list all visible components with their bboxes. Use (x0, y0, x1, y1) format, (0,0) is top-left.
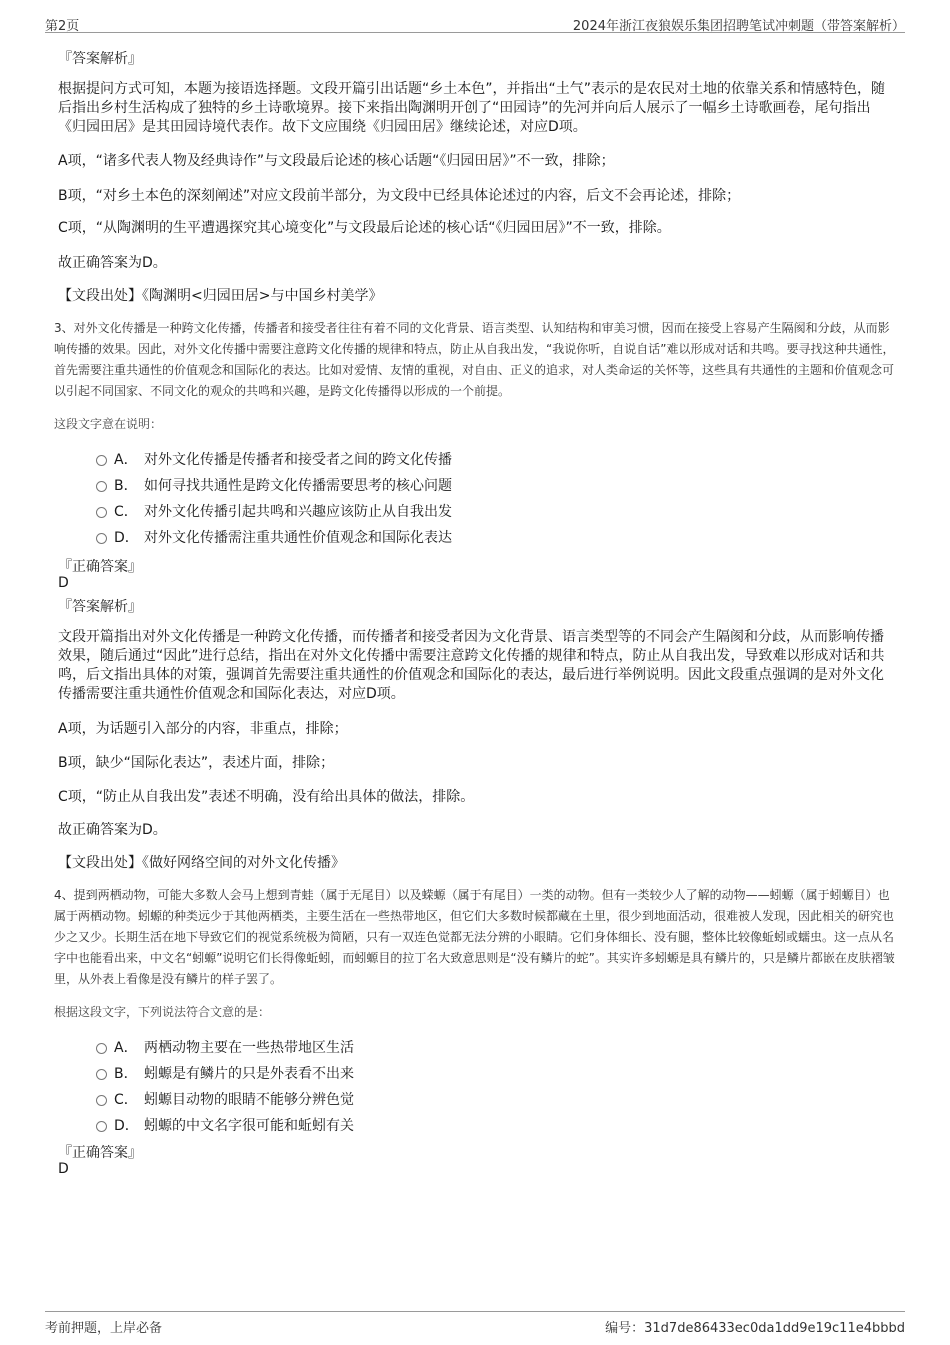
q2-source: 【文段出处】《陶渊明<归园田居>与中国乡村美学》 (58, 288, 383, 304)
option-text: 两栖动物主要在一些热带地区生活 (144, 1040, 354, 1056)
option-letter: C． (114, 1092, 138, 1108)
radio-icon[interactable] (96, 533, 107, 544)
page-header (45, 12, 905, 33)
option-letter: D． (114, 530, 139, 546)
option-text: 对外文化传播引起共鸣和兴趣应该防止从自我出发 (144, 504, 452, 520)
option-text: 蚓螈的中文名字很可能和蚯蚓有关 (144, 1118, 354, 1134)
q2-analysis-label: 『答案解析』 (58, 51, 142, 67)
option-letter: A． (114, 1040, 138, 1056)
q3-prompt: 这段文字意在说明： (54, 417, 163, 431)
option-letter: D． (114, 1118, 139, 1134)
footer-slogan: 考前押题，上岸必备 (45, 1321, 163, 1336)
q3-analysis-text: 文段开篇指出对外文化传播是一种跨文化传播，而传播者和接受者因为文化背景、语言类型等的不同会产生隔阂和分歧，从而影响传播效果，随后通过“因此”进行总结，指出在对外文化传播中需要注意跨文化传播的规律和特点，防止从自我出发，导致难以形成对话和共鸣，后文指出具体的对策，强调首先需要注重共通性的价值观念和国际化的表达，最后进行举例说明。因此文段重点强调的是对外文化传播需要注重共通性价值观念和国际化表达，对应D项。 (58, 629, 885, 702)
q3-source: 【文段出处】《做好网络空间的对外文化传播》 (58, 855, 345, 871)
q3-question-text: 3、对外文化传播是一种跨文化传播，传播者和接受者往往有着不同的文化背景、语言类型、认知结构和审美习惯，因而在接受上容易产生隔阂和分歧，从而影响传播的效果。因此，对外文化传播中需要注意跨文化传播的规律和特点，防止从自我出发，“我说你听，自说自话”难以形成对话和共鸣。要寻找这种共通性，首先需要注重共通性的价值观念和国际化的表达。比如对爱情、友情的重视，对自由、正义的追求，对人类命运的关怀等，这些具有共通性的主题和价值观念可以引起不同国家、不同文化的观众的共鸣和兴趣，是跨文化传播得以形成的一个前提。 (54, 321, 895, 398)
page-footer (45, 1311, 905, 1336)
radio-icon[interactable] (96, 1095, 107, 1106)
q2-item-c: C项，“从陶渊明的生平遭遇探究其心境变化”与文段最后论述的核心话“《归园田居》”不一致，排除。 (58, 220, 671, 236)
q3-analysis-label: 『答案解析』 (58, 599, 142, 615)
q2-item-a: A项，“诸多代表人物及经典诗作”与文段最后论述的核心话题“《归园田居》”不一致，排除； (58, 153, 615, 169)
page-number: 第2页 (45, 19, 80, 34)
radio-icon[interactable] (96, 1121, 107, 1132)
q3-answer-label: 『正确答案』 (58, 559, 142, 575)
q3-item-c: C项，“防止从自我出发”表述不明确，没有给出具体的做法，排除。 (58, 789, 475, 805)
option-text: 蚓螈是有鳞片的只是外表看不出来 (144, 1066, 354, 1082)
q3-item-a: A项，为话题引入部分的内容，非重点，排除； (58, 721, 348, 737)
q2-analysis-text: 根据提问方式可知，本题为接语选择题。文段开篇引出话题“乡土本色”，并指出“土气”表示的是农民对土地的依靠关系和情感特色，随后指出乡村生活构成了独特的乡土诗歌境界。接下来指出陶渊明开创了“田园诗”的先河并向后人展示了一幅乡土诗歌画卷，尾句指出《归园田居》是其田园诗境代表作。故下文应围绕《归园田居》继续论述，对应D项。 (58, 81, 886, 135)
radio-icon[interactable] (96, 455, 107, 466)
radio-icon[interactable] (96, 1069, 107, 1080)
q4-answer-label: 『正确答案』 (58, 1145, 142, 1161)
option-text: 蚓螈目动物的眼睛不能够分辨色觉 (144, 1092, 354, 1108)
option-letter: A． (114, 452, 138, 468)
q3-conclusion: 故正确答案为D。 (58, 822, 167, 838)
option-letter: B． (114, 1066, 138, 1082)
option-text: 如何寻找共通性是跨文化传播需要思考的核心问题 (144, 478, 452, 494)
q4-prompt: 根据这段文字，下列说法符合文意的是： (54, 1005, 271, 1019)
option-text: 对外文化传播是传播者和接受者之间的跨文化传播 (144, 452, 452, 468)
q3-item-b: B项，缺少“国际化表达”，表述片面，排除； (58, 755, 335, 771)
radio-icon[interactable] (96, 1043, 107, 1054)
radio-icon[interactable] (96, 507, 107, 518)
option-letter: B． (114, 478, 138, 494)
q2-item-b: B项，“对乡土本色的深刻阐述”对应文段前半部分，为文段中已经具体论述过的内容，后文不会再论述，排除； (58, 188, 741, 204)
option-letter: C． (114, 504, 138, 520)
document-title: 2024年浙江夜狼娱乐集团招聘笔试冲刺题（带答案解析） (572, 19, 905, 34)
option-text: 对外文化传播需注重共通性价值观念和国际化表达 (144, 530, 452, 546)
radio-icon[interactable] (96, 481, 107, 492)
q4-question-text: 4、提到两栖动物，可能大多数人会马上想到青蛙（属于无尾目）以及蝾螈（属于有尾目）一类的动物。但有一类较少人了解的动物——蚓螈（属于蚓螈目）也属于两栖动物。蚓螈的种类远少于其他两栖类，主要生活在一些热带地区，但它们大多数时候都藏在土里，很少到地面活动，很难被人发现，因此相关的研究也少之又少。长期生活在地下导致它们的视觉系统极为简陋，只有一双连色觉都无法分辨的小眼睛。它们身体细长、没有腿，整体比较像蚯蚓或蠕虫。这一点从名字中也能看出来，中文名“蚓螈”说明它们长得像蚯蚓，而蚓螈目的拉丁名大致意思则是“没有鳞片的蛇”。其实许多蚓螈是具有鳞片的，只是鳞片都嵌在皮肤褶皱里，从外表上看像是没有鳞片的样子罢了。 (54, 888, 895, 986)
document-code (605, 1317, 905, 1336)
q3-answer: D (58, 575, 69, 591)
code-label: 编号： (605, 1321, 645, 1336)
q2-conclusion: 故正确答案为D。 (58, 255, 167, 271)
code-value: 31d7de86433ec0da1dd9e19c11e4bbbd (644, 1321, 905, 1336)
q4-answer: D (58, 1161, 69, 1177)
